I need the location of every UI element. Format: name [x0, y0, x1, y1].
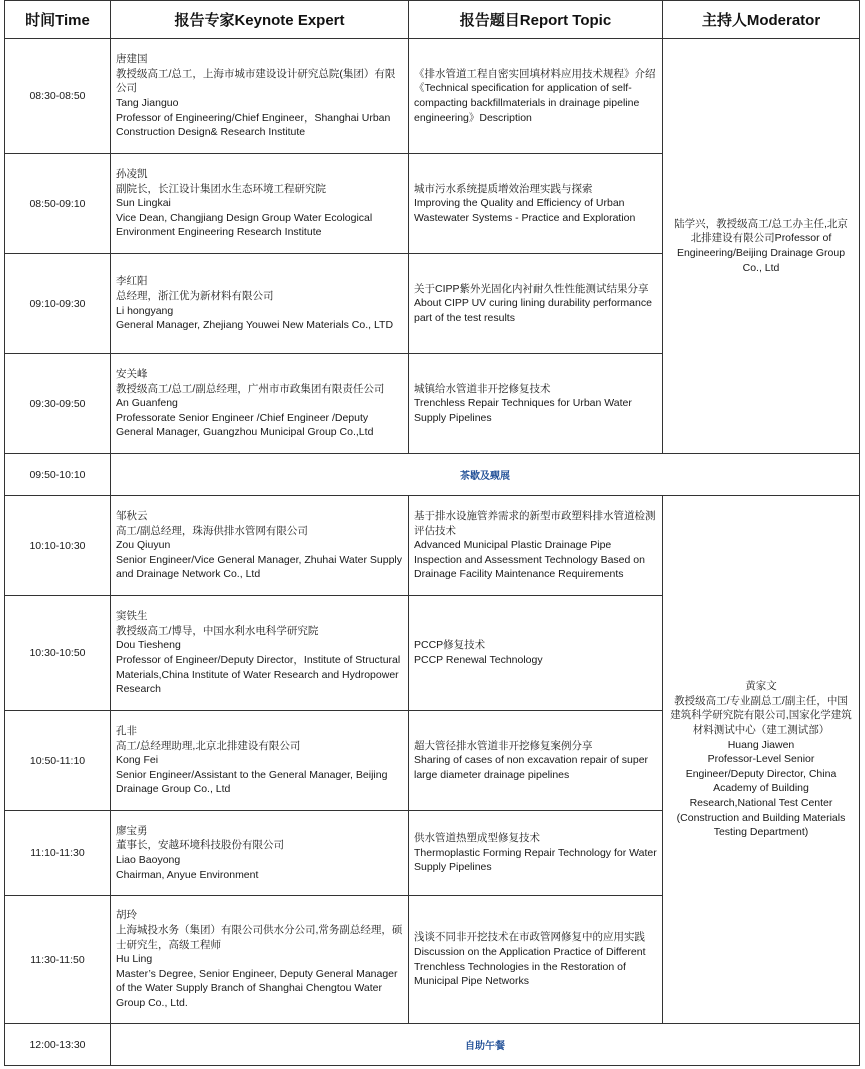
session-topic: PCCP修复技术 PCCP Renewal Technology [409, 596, 663, 711]
session-topic: 关于CIPP紫外光固化内衬耐久性性能测试结果分享 About CIPP UV curing lining durability performance part of the test results [409, 254, 663, 354]
session-time: 11:30-11:50 [5, 896, 111, 1024]
session-expert: 胡玲 上海城投水务（集团）有限公司供水分公司,常务副总经理，硕士研究生，高级工程师 Hu Ling Master’s Degree, Senior Engineer, Deputy General Manager of the Water Supply Branch of Shanghai Chengtou Water Group Co., Ltd. [111, 896, 409, 1024]
header-topic: 报告题目Report Topic [409, 1, 663, 39]
header-moderator: 主持人Moderator [663, 1, 860, 39]
session-expert: 廖宝勇 董事长，安越环境科技股份有限公司 Liao Baoyong Chairman, Anyue Environment [111, 811, 409, 896]
break-label: 自助午餐 [111, 1024, 860, 1066]
session-time: 10:30-10:50 [5, 596, 111, 711]
session-topic: 基于排水设施管养需求的新型市政塑料排水管道检测评估技术 Advanced Municipal Plastic Drainage Pipe Inspection and Assessment Technology Based on Drainage Facility Maintenance Requirements [409, 496, 663, 596]
session-expert: 孙凌凯 副院长，长江设计集团水生态环境工程研究院 Sun Lingkai Vice Dean, Changjiang Design Group Water Ecological Environment Engineering Research Institute [111, 154, 409, 254]
session-topic: 城镇给水管道非开挖修复技术 Trenchless Repair Techniques for Urban Water Supply Pipelines [409, 354, 663, 454]
session-time: 09:10-09:30 [5, 254, 111, 354]
break-time: 12:00-13:30 [5, 1024, 111, 1066]
session-row [5, 39, 860, 154]
break-label: 茶歇及觋展 [111, 454, 860, 496]
session-row [5, 496, 860, 596]
session-topic: 浅谈不同非开挖技术在市政管网修复中的应用实践 Discussion on the Application Practice of Different Trenchless Technologies in the Restoration of Municipal Pipe Networks [409, 896, 663, 1024]
break-row [5, 454, 860, 496]
session-expert: 李红阳 总经理，浙江优为新材料有限公司 Li hongyang General Manager, Zhejiang Youwei New Materials Co., LTD [111, 254, 409, 354]
session-expert: 窦铁生 教授级高工/博导，中国水利水电科学研究院 Dou Tiesheng Professor of Engineer/Deputy Director，Institute of Structural Materials,China Institute of Water Research and Hydropower Research [111, 596, 409, 711]
agenda-table-frame [4, 0, 859, 1065]
session-time: 10:50-11:10 [5, 711, 111, 811]
session-expert: 邹秋云 高工/副总经理，珠海供排水管网有限公司 Zou Qiuyun Senior Engineer/Vice General Manager, Zhuhai Water Supply and Drainage Network Co., Ltd [111, 496, 409, 596]
session-time: 09:30-09:50 [5, 354, 111, 454]
session-time: 10:10-10:30 [5, 496, 111, 596]
session-topic: 供水管道热塑成型修复技术 Thermoplastic Forming Repair Technology for Water Supply Pipelines [409, 811, 663, 896]
moderator-morning-2: 黄家文 教授级高工/专业副总工/副主任，中国建筑科学研究院有限公司,国家化学建筑材料测试中心（建工测试部） Huang Jiawen Professor-Level Senior Engineer/Deputy Director, China Academy of Building Research,National Test Center (Construction and Building Materials Testing Department) [663, 496, 860, 1024]
header-expert: 报告专家Keynote Expert [111, 1, 409, 39]
break-time: 09:50-10:10 [5, 454, 111, 496]
header-row [5, 1, 860, 39]
session-expert: 孔非 高工/总经理助理,北京北排建设有限公司 Kong Fei Senior Engineer/Assistant to the General Manager, Beijing Drainage Group Co., Ltd [111, 711, 409, 811]
session-expert: 安关峰 教授级高工/总工/副总经理，广州市市政集团有限责任公司 An Guanfeng Professorate Senior Engineer /Chief Engineer /Deputy General Manager, Guangzhou Municipal Group Co.,Ltd [111, 354, 409, 454]
break-row [5, 1024, 860, 1066]
session-time: 11:10-11:30 [5, 811, 111, 896]
session-topic: 《排水管道工程自密实回填材料应用技术规程》介绍 《Technical specification for application of self-compacting backfillmaterials in drainage pipeline engineering》Description [409, 39, 663, 154]
session-time: 08:30-08:50 [5, 39, 111, 154]
session-topic: 超大管径排水管道非开挖修复案例分享 Sharing of cases of non excavation repair of super large diameter drainage pipelines [409, 711, 663, 811]
session-topic: 城市污水系统提质增效治理实践与探索 Improving the Quality and Efficiency of Urban Wastewater Systems - Practice and Exploration [409, 154, 663, 254]
agenda-table [4, 0, 860, 1066]
moderator-morning-1: 陆学兴，教授级高工/总工办主任,北京北排建设有限公司Professor of Engineering/Beijing Drainage Group Co., Ltd [663, 39, 860, 454]
session-time: 08:50-09:10 [5, 154, 111, 254]
header-time: 时间Time [5, 1, 111, 39]
session-expert: 唐建国 教授级高工/总工，上海市城市建设设计研究总院(集团）有限公司 Tang Jianguo Professor of Engineering/Chief Engineer，Shanghai Urban Construction Design& Research Institute [111, 39, 409, 154]
